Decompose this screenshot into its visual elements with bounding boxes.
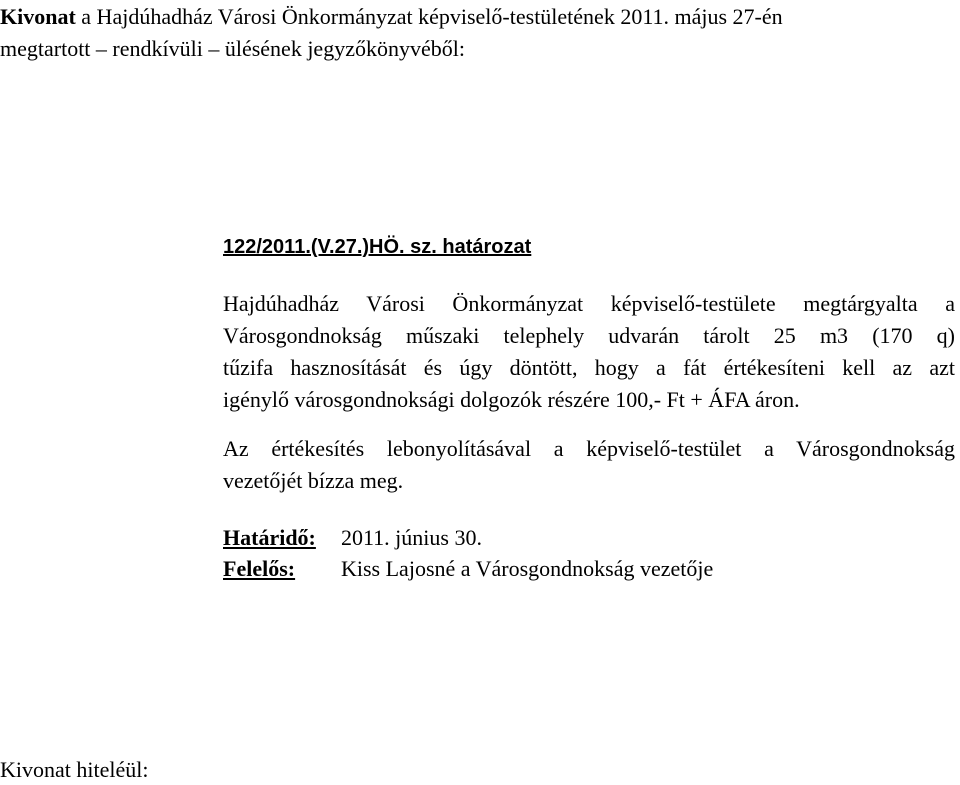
certification-footer: Kivonat hiteléül:: [0, 757, 149, 782]
deadline-label: Határidő:: [223, 525, 316, 550]
resolution-number: 122/2011.(V.27.)HÖ. sz. határozat: [223, 236, 532, 258]
resolution-paragraph-2: [223, 433, 955, 497]
header-line-2: megtartott – rendkívüli – ülésének jegyzőkönyvéből:: [0, 36, 465, 61]
paragraph-line: Az értékesítés lebonyolításával a képviselő-testület a Városgondnokság: [223, 436, 955, 461]
responsible-label: Felelős:: [223, 556, 296, 581]
responsible-row: [223, 553, 713, 585]
document-header: [0, 1, 960, 65]
header-line-1: [0, 1, 960, 33]
deadline-row: [223, 522, 482, 554]
deadline-value: 2011. június 30.: [341, 525, 482, 550]
paragraph-line: tűzifa hasznosítását és úgy döntött, hogy a fát értékesíteni kell az azt: [223, 355, 955, 380]
paragraph-line: Hajdúhadház Városi Önkormányzat képviselő-testülete megtárgyalta a: [223, 291, 955, 316]
paragraph-line: Városgondnokság műszaki telephely udvarán tárolt 25 m3 (170 q): [223, 323, 955, 348]
header-lead: Kivonat: [0, 4, 76, 29]
responsible-value: Kiss Lajosné a Városgondnokság vezetője: [341, 556, 714, 581]
resolution-paragraph-1: [223, 288, 955, 416]
paragraph-line: vezetőjét bízza meg.: [223, 468, 404, 493]
header-line-1-text: a Hajdúhadház Városi Önkormányzat képviselő-testületének 2011. május 27-én: [81, 4, 783, 29]
paragraph-line: igénylő városgondnoksági dolgozók részére 100,- Ft + ÁFA áron.: [223, 387, 800, 412]
